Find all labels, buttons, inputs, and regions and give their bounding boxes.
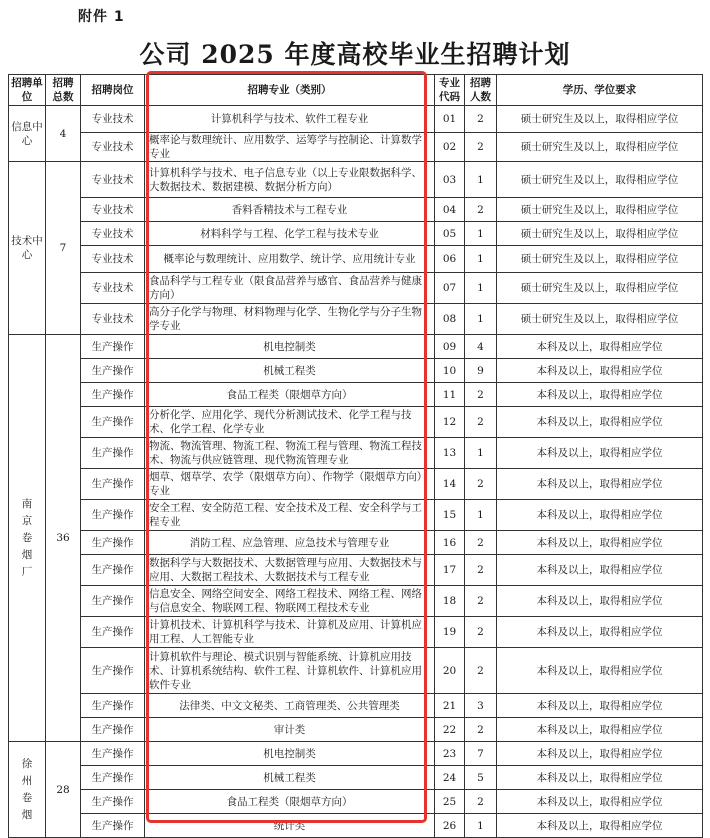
table-row	[9, 383, 703, 407]
count-cell: 1	[465, 162, 497, 198]
post-cell: 生产操作	[81, 814, 145, 838]
unit-cell: 徐州卷烟	[9, 742, 46, 838]
edu-cell: 硕士研究生及以上，取得相应学位	[497, 273, 703, 304]
table-row	[9, 586, 703, 617]
code-cell: 15	[435, 500, 465, 531]
edu-cell: 硕士研究生及以上，取得相应学位	[497, 133, 703, 162]
post-cell: 生产操作	[81, 531, 145, 555]
code-cell: 23	[435, 742, 465, 766]
table-row	[9, 500, 703, 531]
major-cell: 概率论与数理统计、应用数学、统计学、应用统计专业	[145, 246, 435, 273]
count-cell: 2	[465, 469, 497, 500]
table-row	[9, 531, 703, 555]
code-cell: 10	[435, 359, 465, 383]
table-row	[9, 555, 703, 586]
edu-cell: 硕士研究生及以上，取得相应学位	[497, 106, 703, 133]
edu-cell: 本科及以上，取得相应学位	[497, 617, 703, 648]
table-row	[9, 335, 703, 359]
table-row	[9, 162, 703, 198]
major-cell: 食品工程类（限烟草方向）	[145, 383, 435, 407]
code-cell: 05	[435, 222, 465, 246]
edu-cell: 本科及以上，取得相应学位	[497, 407, 703, 438]
total-cell: 4	[46, 106, 81, 162]
major-cell: 分析化学、应用化学、现代分析测试技术、化学工程与技术、化学工程、化学专业	[145, 407, 435, 438]
code-cell: 08	[435, 304, 465, 335]
table-row	[9, 246, 703, 273]
post-cell: 专业技术	[81, 133, 145, 162]
major-cell: 安全工程、安全防范工程、安全技术及工程、安全科学与工程专业	[145, 500, 435, 531]
code-cell: 07	[435, 273, 465, 304]
post-cell: 生产操作	[81, 438, 145, 469]
count-cell: 1	[465, 222, 497, 246]
edu-cell: 本科及以上，取得相应学位	[497, 586, 703, 617]
post-cell: 生产操作	[81, 766, 145, 790]
major-cell: 计算机技术、计算机科学与技术、计算机及应用、计算机应用工程、人工智能专业	[145, 617, 435, 648]
count-cell: 2	[465, 383, 497, 407]
major-cell: 信息安全、网络空间安全、网络工程技术、网络工程、网络与信息安全、物联网工程、物联网工程技术专业	[145, 586, 435, 617]
code-cell: 11	[435, 383, 465, 407]
post-cell: 生产操作	[81, 359, 145, 383]
count-cell: 5	[465, 766, 497, 790]
code-cell: 19	[435, 617, 465, 648]
post-cell: 专业技术	[81, 222, 145, 246]
code-cell: 20	[435, 648, 465, 694]
code-cell: 18	[435, 586, 465, 617]
table-row	[9, 790, 703, 814]
post-cell: 生产操作	[81, 383, 145, 407]
header-post: 招聘岗位	[81, 75, 145, 106]
count-cell: 2	[465, 586, 497, 617]
table-row	[9, 304, 703, 335]
edu-cell: 本科及以上，取得相应学位	[497, 359, 703, 383]
edu-cell: 本科及以上，取得相应学位	[497, 790, 703, 814]
code-cell: 21	[435, 694, 465, 718]
major-cell: 食品工程类（限烟草方向）	[145, 790, 435, 814]
code-cell: 24	[435, 766, 465, 790]
table-body	[9, 106, 703, 838]
attachment-label: 附件 1	[78, 9, 125, 25]
major-cell: 香料香精技术与工程专业	[145, 198, 435, 222]
major-cell: 高分子化学与物理、材料物理与化学、生物化学与分子生物学专业	[145, 304, 435, 335]
count-cell: 3	[465, 694, 497, 718]
edu-cell: 本科及以上，取得相应学位	[497, 766, 703, 790]
edu-cell: 本科及以上，取得相应学位	[497, 438, 703, 469]
major-cell: 概率论与数理统计、应用数学、运筹学与控制论、计算数学专业	[145, 133, 435, 162]
post-cell: 生产操作	[81, 555, 145, 586]
count-cell: 2	[465, 617, 497, 648]
post-cell: 生产操作	[81, 586, 145, 617]
edu-cell: 硕士研究生及以上，取得相应学位	[497, 222, 703, 246]
major-cell: 审计类	[145, 718, 435, 742]
table-row	[9, 718, 703, 742]
table-row	[9, 438, 703, 469]
count-cell: 1	[465, 246, 497, 273]
total-cell: 7	[46, 162, 81, 335]
table-row	[9, 359, 703, 383]
major-cell: 计算机软件与理论、模式识别与智能系统、计算机应用技术、计算机系统结构、软件工程、计算机软件、计算机应用软件专业	[145, 648, 435, 694]
count-cell: 1	[465, 273, 497, 304]
count-cell: 1	[465, 500, 497, 531]
major-cell: 统计类	[145, 814, 435, 838]
count-cell: 2	[465, 648, 497, 694]
count-cell: 4	[465, 335, 497, 359]
post-cell: 生产操作	[81, 335, 145, 359]
post-cell: 专业技术	[81, 304, 145, 335]
major-cell: 数据科学与大数据技术、大数据管理与应用、大数据技术与应用、大数据工程技术、大数据技术与工程专业	[145, 555, 435, 586]
major-cell: 机械工程类	[145, 766, 435, 790]
post-cell: 生产操作	[81, 742, 145, 766]
code-cell: 12	[435, 407, 465, 438]
table-row	[9, 617, 703, 648]
major-cell: 消防工程、应急管理、应急技术与管理专业	[145, 531, 435, 555]
edu-cell: 本科及以上，取得相应学位	[497, 335, 703, 359]
code-cell: 14	[435, 469, 465, 500]
table-row	[9, 648, 703, 694]
count-cell: 2	[465, 531, 497, 555]
code-cell: 13	[435, 438, 465, 469]
post-cell: 专业技术	[81, 273, 145, 304]
edu-cell: 本科及以上，取得相应学位	[497, 694, 703, 718]
code-cell: 01	[435, 106, 465, 133]
post-cell: 专业技术	[81, 162, 145, 198]
header-total: 招聘总数	[46, 75, 81, 106]
edu-cell: 本科及以上，取得相应学位	[497, 742, 703, 766]
header-edu: 学历、学位要求	[497, 75, 703, 106]
edu-cell: 本科及以上，取得相应学位	[497, 383, 703, 407]
post-cell: 生产操作	[81, 648, 145, 694]
table-row	[9, 766, 703, 790]
post-cell: 生产操作	[81, 407, 145, 438]
recruitment-plan-table	[8, 74, 703, 838]
major-cell: 物流、物流管理、物流工程、物流工程与管理、物流工程技术、物流与供应链管理、现代物流管理专业	[145, 438, 435, 469]
count-cell: 2	[465, 718, 497, 742]
unit-cell: 信息中心	[9, 106, 46, 162]
major-cell: 计算机科学与技术、电子信息专业（以上专业限数据科学、大数据技术、数据建模、数据分析方向）	[145, 162, 435, 198]
header-major: 招聘专业（类别）	[145, 75, 435, 106]
post-cell: 专业技术	[81, 246, 145, 273]
post-cell: 生产操作	[81, 718, 145, 742]
code-cell: 02	[435, 133, 465, 162]
edu-cell: 本科及以上，取得相应学位	[497, 648, 703, 694]
code-cell: 04	[435, 198, 465, 222]
edu-cell: 本科及以上，取得相应学位	[497, 555, 703, 586]
major-cell: 材料科学与工程、化学工程与技术专业	[145, 222, 435, 246]
code-cell: 16	[435, 531, 465, 555]
count-cell: 1	[465, 438, 497, 469]
table-row	[9, 469, 703, 500]
edu-cell: 本科及以上，取得相应学位	[497, 814, 703, 838]
edu-cell: 硕士研究生及以上，取得相应学位	[497, 304, 703, 335]
page-title: 公司 2025 年度高校毕业生招聘计划	[139, 40, 571, 69]
count-cell: 1	[465, 814, 497, 838]
count-cell: 2	[465, 198, 497, 222]
edu-cell: 本科及以上，取得相应学位	[497, 531, 703, 555]
header-code: 专业代码	[435, 75, 465, 106]
table-row	[9, 694, 703, 718]
major-cell: 食品科学与工程专业（限食品营养与感官、食品营养与健康方向）	[145, 273, 435, 304]
code-cell: 26	[435, 814, 465, 838]
major-cell: 法律类、中文文秘类、工商管理类、公共管理类	[145, 694, 435, 718]
edu-cell: 硕士研究生及以上，取得相应学位	[497, 246, 703, 273]
count-cell: 1	[465, 304, 497, 335]
major-cell: 计算机科学与技术、软件工程专业	[145, 106, 435, 133]
total-cell: 28	[46, 742, 81, 838]
header-unit: 招聘单位	[9, 75, 46, 106]
edu-cell: 硕士研究生及以上，取得相应学位	[497, 198, 703, 222]
code-cell: 03	[435, 162, 465, 198]
total-cell: 36	[46, 335, 81, 742]
code-cell: 25	[435, 790, 465, 814]
table-row	[9, 814, 703, 838]
code-cell: 09	[435, 335, 465, 359]
post-cell: 生产操作	[81, 500, 145, 531]
post-cell: 生产操作	[81, 790, 145, 814]
table-row	[9, 198, 703, 222]
unit-cell: 南京卷烟厂	[9, 335, 46, 742]
count-cell: 7	[465, 742, 497, 766]
table-row	[9, 106, 703, 133]
table-header-row	[9, 75, 703, 106]
major-cell: 机械工程类	[145, 359, 435, 383]
count-cell: 2	[465, 407, 497, 438]
post-cell: 专业技术	[81, 106, 145, 133]
post-cell: 生产操作	[81, 617, 145, 648]
table-row	[9, 133, 703, 162]
edu-cell: 硕士研究生及以上，取得相应学位	[497, 162, 703, 198]
code-cell: 06	[435, 246, 465, 273]
edu-cell: 本科及以上，取得相应学位	[497, 469, 703, 500]
code-cell: 17	[435, 555, 465, 586]
count-cell: 2	[465, 106, 497, 133]
count-cell: 2	[465, 555, 497, 586]
count-cell: 9	[465, 359, 497, 383]
table-row	[9, 222, 703, 246]
edu-cell: 本科及以上，取得相应学位	[497, 718, 703, 742]
major-cell: 机电控制类	[145, 335, 435, 359]
major-cell: 机电控制类	[145, 742, 435, 766]
post-cell: 生产操作	[81, 469, 145, 500]
post-cell: 生产操作	[81, 694, 145, 718]
table-row	[9, 742, 703, 766]
post-cell: 专业技术	[81, 198, 145, 222]
unit-cell: 技术中心	[9, 162, 46, 335]
major-cell: 烟草、烟草学、农学（限烟草方向）、作物学（限烟草方向）专业	[145, 469, 435, 500]
count-cell: 2	[465, 133, 497, 162]
code-cell: 22	[435, 718, 465, 742]
table-row	[9, 273, 703, 304]
table-row	[9, 407, 703, 438]
header-count: 招聘人数	[465, 75, 497, 106]
count-cell: 2	[465, 790, 497, 814]
edu-cell: 本科及以上，取得相应学位	[497, 500, 703, 531]
